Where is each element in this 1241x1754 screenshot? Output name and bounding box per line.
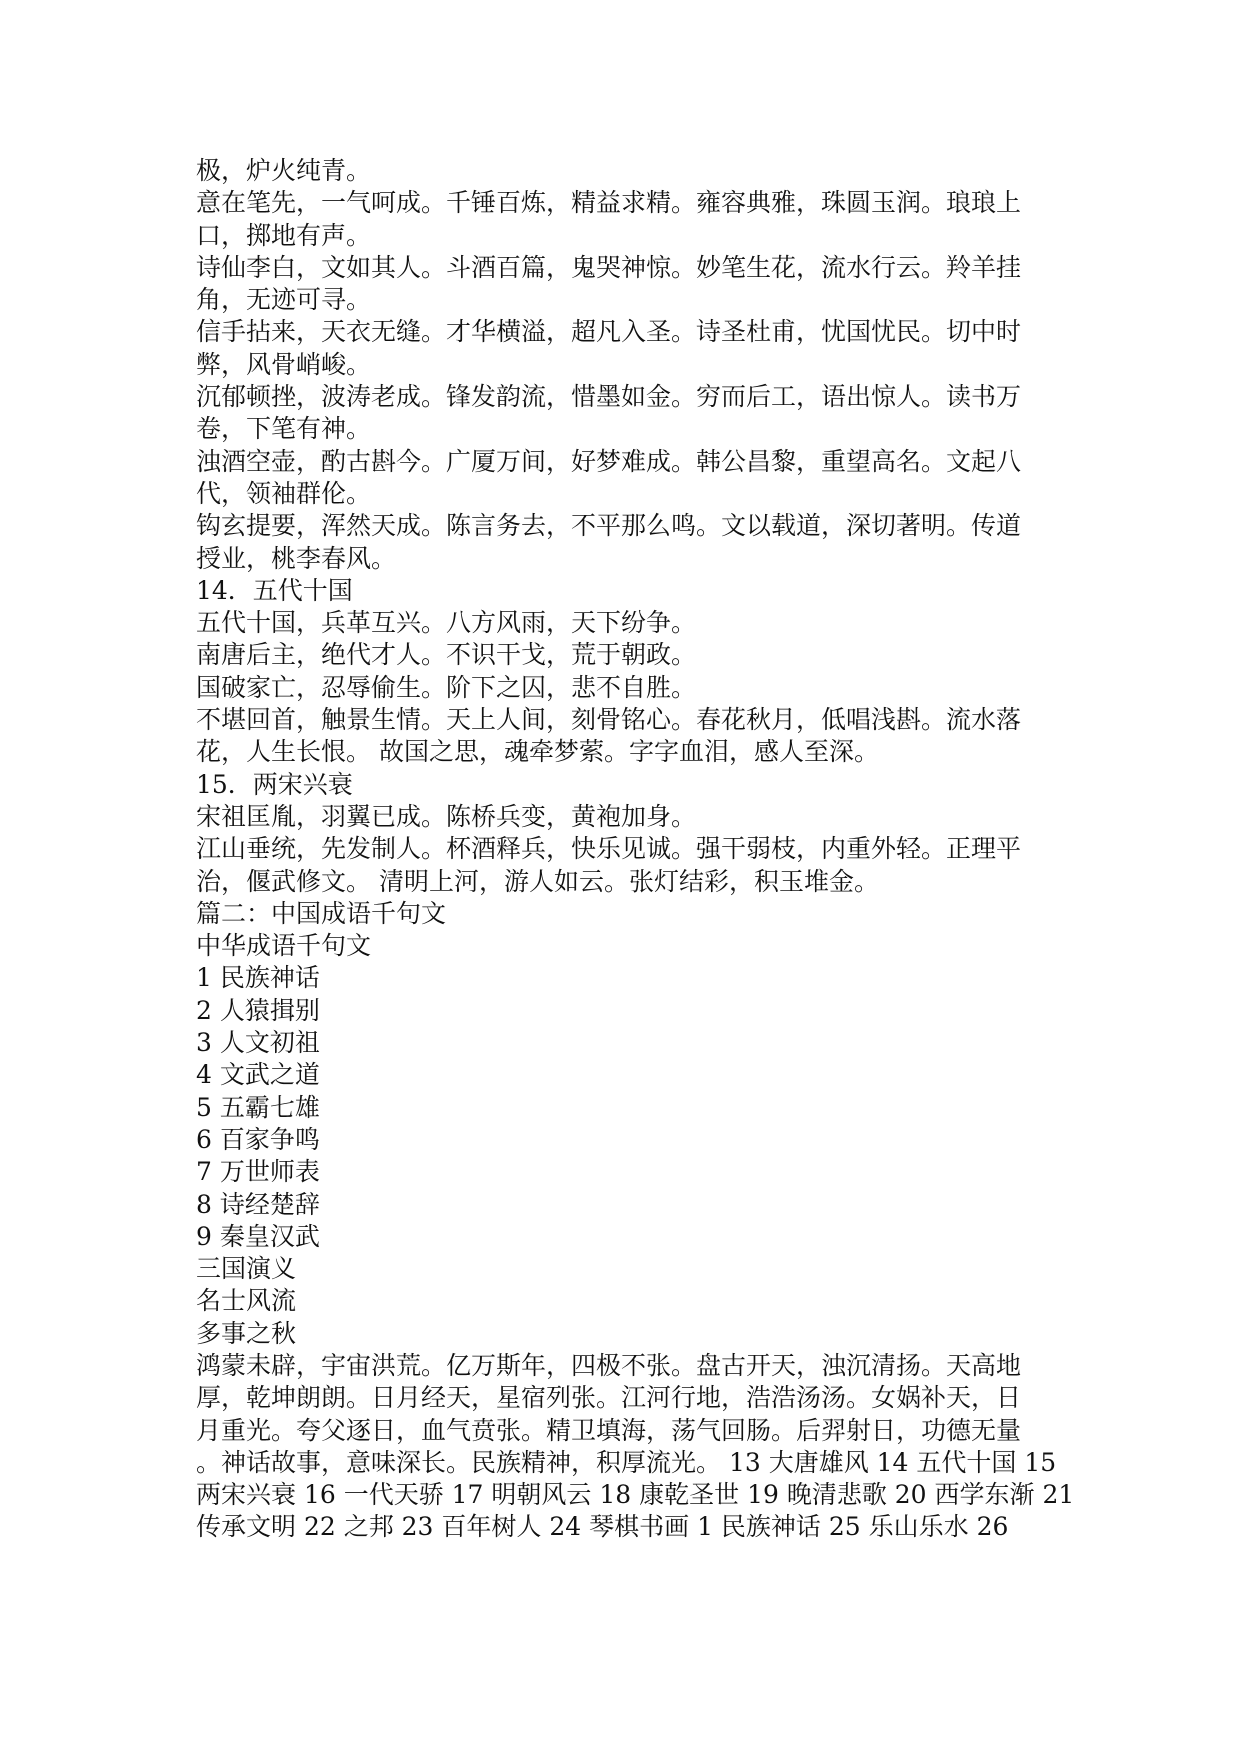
text-line: 鸿蒙未辟，宇宙洪荒。亿万斯年，四极不张。盘古开天，浊沉清扬。天高地 [196,1350,1022,1380]
text-line: 不堪回首，触景生情。天上人间，刻骨铭心。春花秋月，低唱浅斟。流水落 [196,705,1022,735]
toc-item: 7 万世师表 [196,1157,320,1187]
document-body [196,155,1075,1544]
text-line: 宋祖匡胤，羽翼已成。陈桥兵变，黄袍加身。 [196,801,697,831]
chapter-heading: 篇二：中国成语千句文 [196,898,447,928]
toc-item: 1 民族神话 [196,963,320,993]
text-line: 信手拈来，天衣无缝。才华横溢，超凡入圣。诗圣杜甫，忧国忧民。切中时 [196,317,1022,347]
toc-item: 6 百家争鸣 [196,1124,320,1154]
toc-item: 8 诗经楚辞 [196,1189,320,1219]
text-line: 授业，桃李春风。 [196,543,397,573]
text-line: 江山垂统，先发制人。杯酒释兵，快乐见诚。强干弱枝，内重外轻。正理平 [196,834,1022,864]
text-line: 南唐后主，绝代才人。不识干戈，荒于朝政。 [196,640,697,670]
text-line: 极，炉火纯青。 [196,156,372,185]
text-line: 口，掷地有声。 [196,220,372,250]
toc-item: 5 五霸七雄 [196,1092,320,1122]
toc-item: 多事之秋 [196,1318,297,1348]
text-line: 浊酒空壶，酌古斟今。广厦万间，好梦难成。韩公昌黎，重望高名。文起八 [196,446,1022,476]
text-line: 代，领袖群伦。 [196,478,372,508]
text-line: 弊，风骨峭峻。 [196,349,372,379]
text-line: 五代十国，兵革互兴。八方风雨，天下纷争。 [196,608,697,638]
toc-item: 名士风流 [196,1286,297,1316]
text-line: 传承文明 22 之邦 23 百年树人 24 琴棋书画 1 民族神话 25 乐山乐水 26 [196,1512,1009,1542]
text-line: 钩玄提要，浑然天成。陈言务去，不平那么鸣。文以载道，深切著明。传道 [196,511,1022,541]
toc-item: 三国演义 [196,1254,297,1284]
text-line: 卷，下笔有神。 [196,414,372,444]
section-heading: 14．五代十国 [196,575,353,605]
text-line: 两宋兴衰 16 一代天骄 17 明朝风云 18 康乾圣世 19 晚清悲歌 20 西学东渐 21 [196,1480,1075,1510]
text-line: 。神话故事，意味深长。民族精神，积厚流光。 13 大唐雄风 14 五代十国 15 [196,1447,1057,1477]
toc-item: 3 人文初祖 [196,1028,320,1058]
text-line: 厚，乾坤朗朗。日月经天，星宿列张。江河行地，浩浩汤汤。女娲补天，日 [196,1383,1022,1413]
toc-item: 9 秦皇汉武 [196,1221,320,1251]
text-line: 角，无迹可寻。 [196,285,372,315]
text-line: 月重光。夸父逐日，血气贲张。精卫填海，荡气回肠。后羿射日，功德无量 [196,1415,1022,1445]
document-title: 中华成语千句文 [196,931,372,961]
text-line: 花，人生长恨。 故国之思，魂牵梦萦。字字血泪，感人至深。 [196,737,879,767]
section-heading: 15．两宋兴衰 [196,769,353,799]
toc-item: 2 人猿揖别 [196,995,320,1025]
text-line: 诗仙李白，文如其人。斗酒百篇，鬼哭神惊。妙笔生花，流水行云。羚羊挂 [196,252,1022,282]
toc-item: 4 文武之道 [196,1060,320,1090]
text-line: 国破家亡，忍辱偷生。阶下之囚，悲不自胜。 [196,672,697,702]
text-line: 意在笔先，一气呵成。千锤百炼，精益求精。雍容典雅，珠圆玉润。琅琅上 [196,188,1022,218]
text-line: 治，偃武修文。 清明上河，游人如云。张灯结彩，积玉堆金。 [196,866,879,896]
text-line: 沉郁顿挫，波涛老成。锋发韵流，惜墨如金。穷而后工，语出惊人。读书万 [196,382,1022,412]
